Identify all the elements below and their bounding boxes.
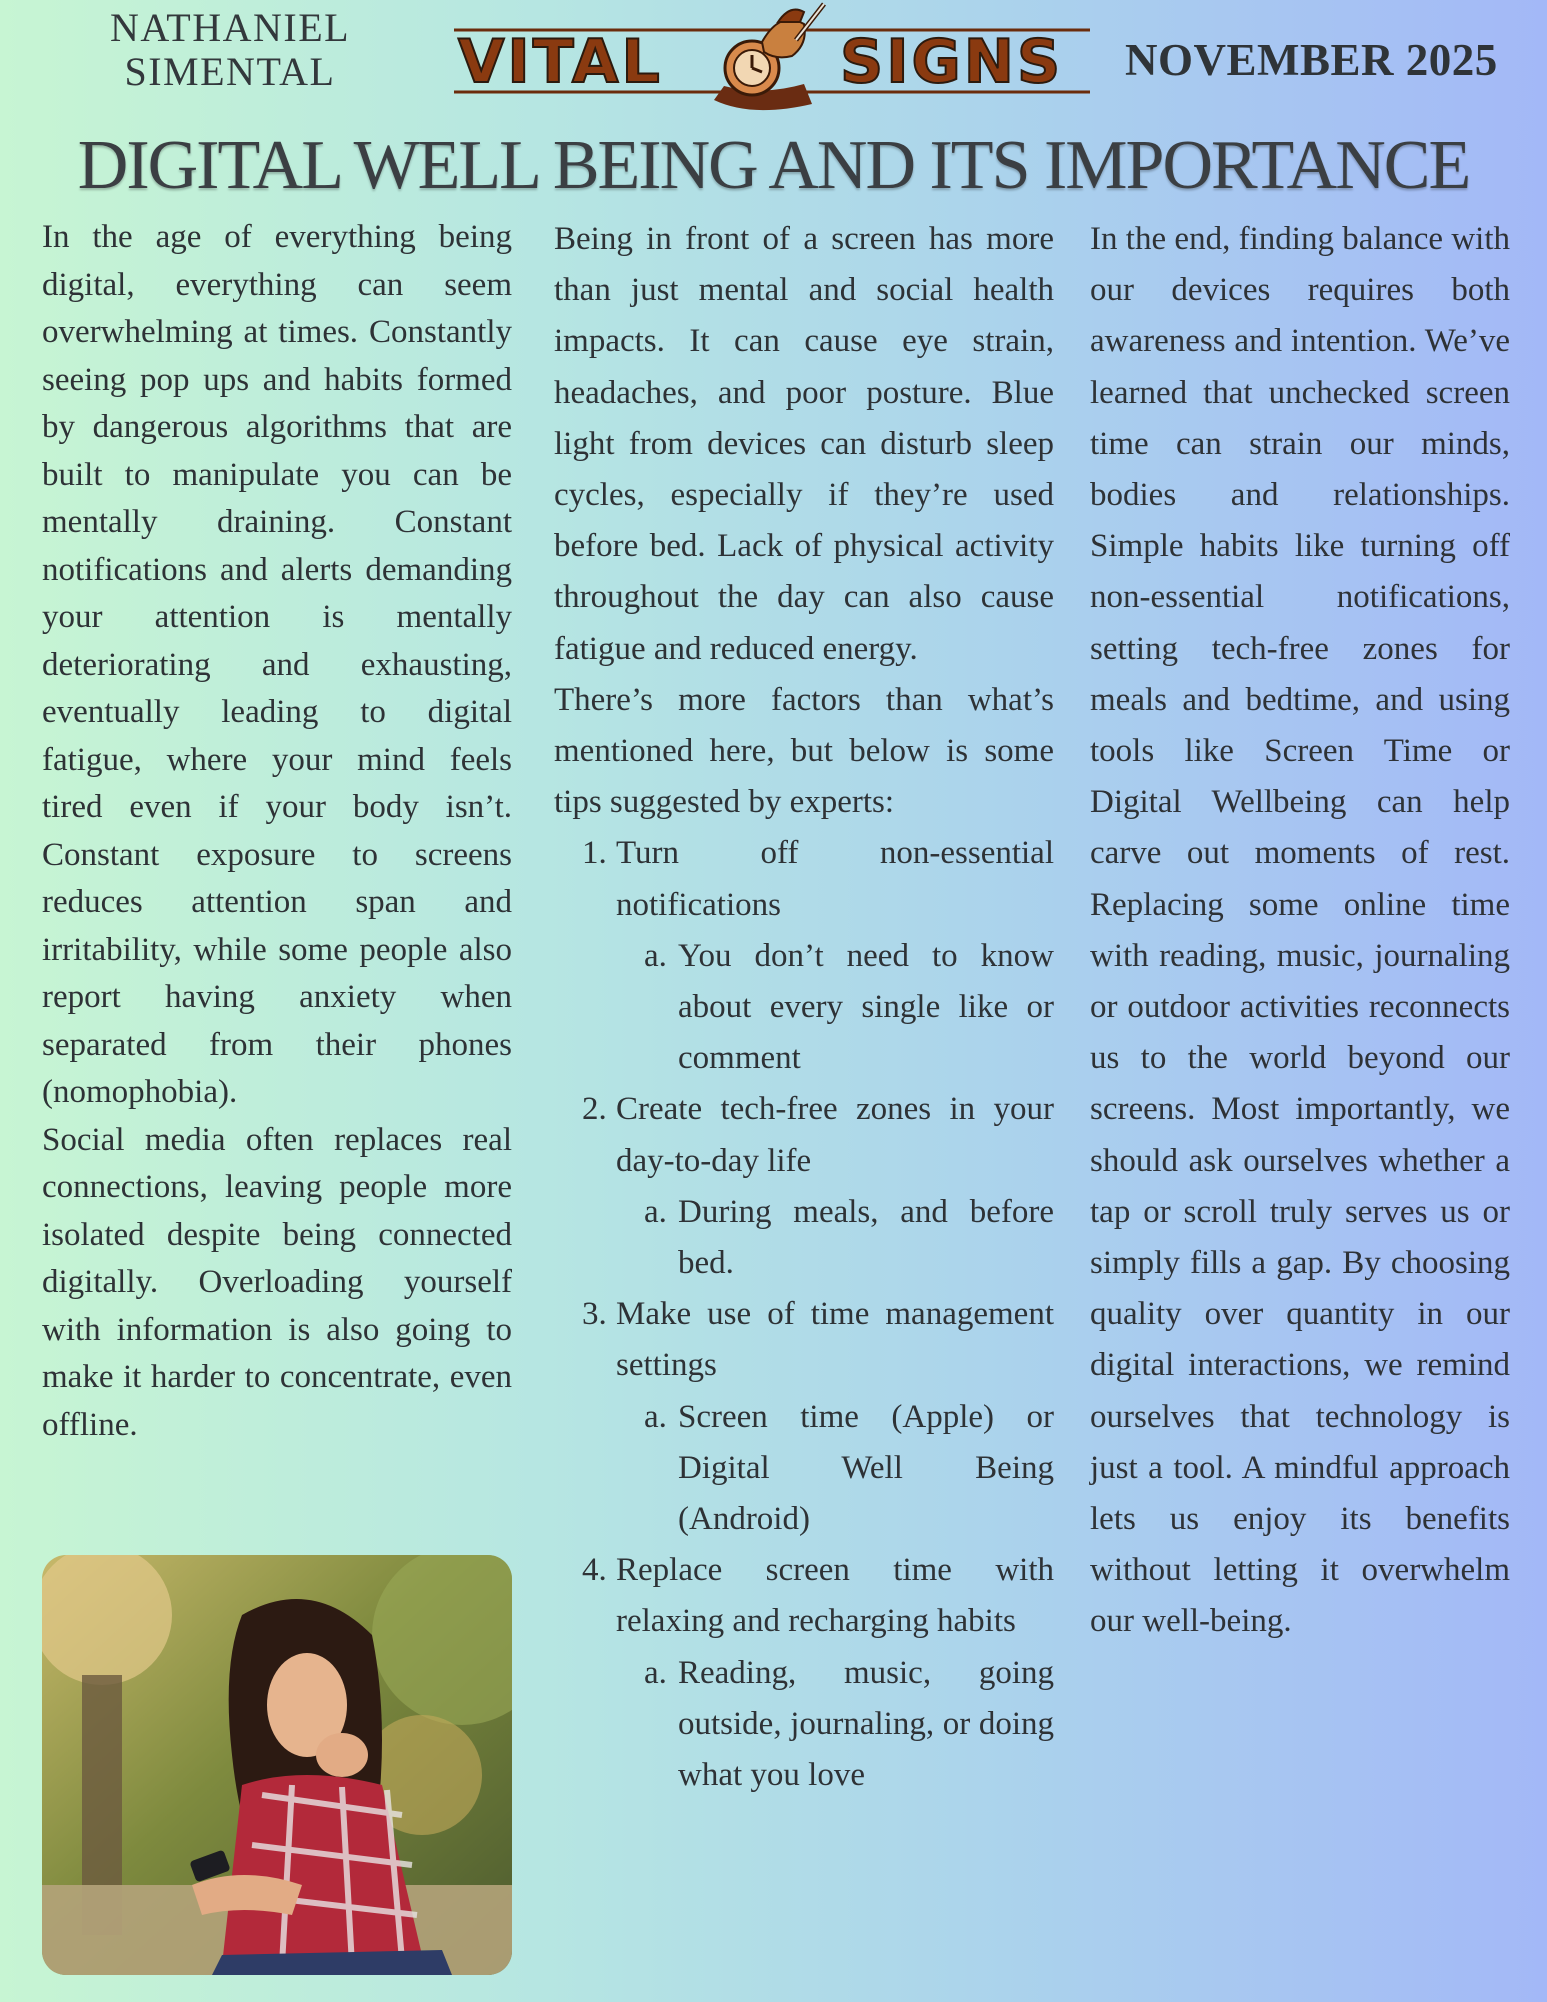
headline: DIGITAL WELL BEING AND ITS IMPORTANCE bbox=[77, 127, 1470, 204]
list-item bbox=[616, 1289, 1054, 1545]
sub-list bbox=[616, 1187, 1054, 1289]
paragraph: Social media often replaces real connections, leaving people more isolated despite being connected digitally. Overloading yourself with information is also going to make it harder to concentrate, even offline. bbox=[42, 1121, 512, 1443]
author-last-name: SIMENTAL bbox=[124, 49, 336, 94]
tip-text: Replace screen time with relaxing and recharging habits bbox=[616, 1552, 1054, 1640]
masthead-logo bbox=[452, 0, 1092, 120]
list-item bbox=[616, 1545, 1054, 1801]
article-column-2 bbox=[554, 214, 1054, 1801]
list-item bbox=[616, 828, 1054, 1084]
tip-text: Turn off non-essential notifications bbox=[616, 835, 1054, 923]
masthead-word-left: VITAL bbox=[458, 27, 663, 97]
sub-list bbox=[616, 1392, 1054, 1546]
tip-text: Make use of time management settings bbox=[616, 1296, 1054, 1384]
list-item bbox=[616, 1084, 1054, 1289]
author-name bbox=[40, 6, 420, 94]
list-item: a. You don’t need to know about every single like or comment bbox=[678, 931, 1054, 1085]
article-column-1 bbox=[42, 214, 512, 1449]
clock-mascot-icon bbox=[714, 4, 824, 110]
list-item: a. Screen time (Apple) or Digital Well Being (Android) bbox=[678, 1392, 1054, 1546]
list-item: a. Reading, music, going outside, journaling, or doing what you love bbox=[678, 1648, 1054, 1802]
woman-looking-at-phone-icon bbox=[42, 1555, 512, 1975]
paragraph: In the age of everything being digital, everything can seem overwhelming at times. Constantly seeing pop ups and habits formed by dangerous algorithms that are built to manipulate you can be mentally draining. Constant notifications and alerts demanding your attention is mentally deteriorating and exhausting, eventually leading to digital fatigue, where your mind feels tired even if your body isn’t. Constant exposure to screens reduces attention span and irritability, while some people also report having anxiety when separated from their phones (nomophobia). bbox=[42, 219, 512, 1110]
sub-list bbox=[616, 1648, 1054, 1802]
paragraph: Being in front of a screen has more than just mental and social health impacts. It can cause eye strain, headaches, and poor posture. Blue light from devices can disturb sleep cycles, especially if they’re used before bed. Lack of physical activity throughout the day can also cause fatigue and reduced energy. bbox=[554, 221, 1054, 667]
vital-signs-logo bbox=[452, 0, 1092, 120]
article-column-3 bbox=[1090, 214, 1510, 1648]
tips-list bbox=[554, 828, 1054, 1801]
paragraph: There’s more factors than what’s mentioned here, but below is some tips suggested by experts: bbox=[554, 681, 1054, 821]
paragraph: In the end, finding balance with our devices requires both awareness and intention. We’ve learned that unchecked screen time can strain our minds, bodies and relationships. Simple habits like turning off non-essential notifications, setting tech-free zones for meals and bedtime, and using tools like Screen Time or Digital Wellbeing can help carve out moments of rest. Replacing some online time with reading, music, journaling or outdoor activities reconnects us to the world beyond our screens. Most importantly, we should ask ourselves whether a tap or scroll truly serves us or simply fills a gap. By choosing quality over quantity in our digital interactions, we remind ourselves that technology is just a tool. A mindful approach lets us enjoy its benefits without letting it overwhelm our well-being. bbox=[1090, 221, 1510, 1640]
sub-list bbox=[616, 931, 1054, 1085]
article-photo bbox=[42, 1555, 512, 1975]
issue-date: NOVEMBER 2025 bbox=[1125, 35, 1498, 85]
tip-text: Create tech-free zones in your day-to-day life bbox=[616, 1091, 1054, 1179]
masthead-word-right: SIGNS bbox=[840, 27, 1064, 97]
author-first-name: NATHANIEL bbox=[109, 5, 351, 50]
list-item: a. During meals, and before bed. bbox=[678, 1187, 1054, 1289]
